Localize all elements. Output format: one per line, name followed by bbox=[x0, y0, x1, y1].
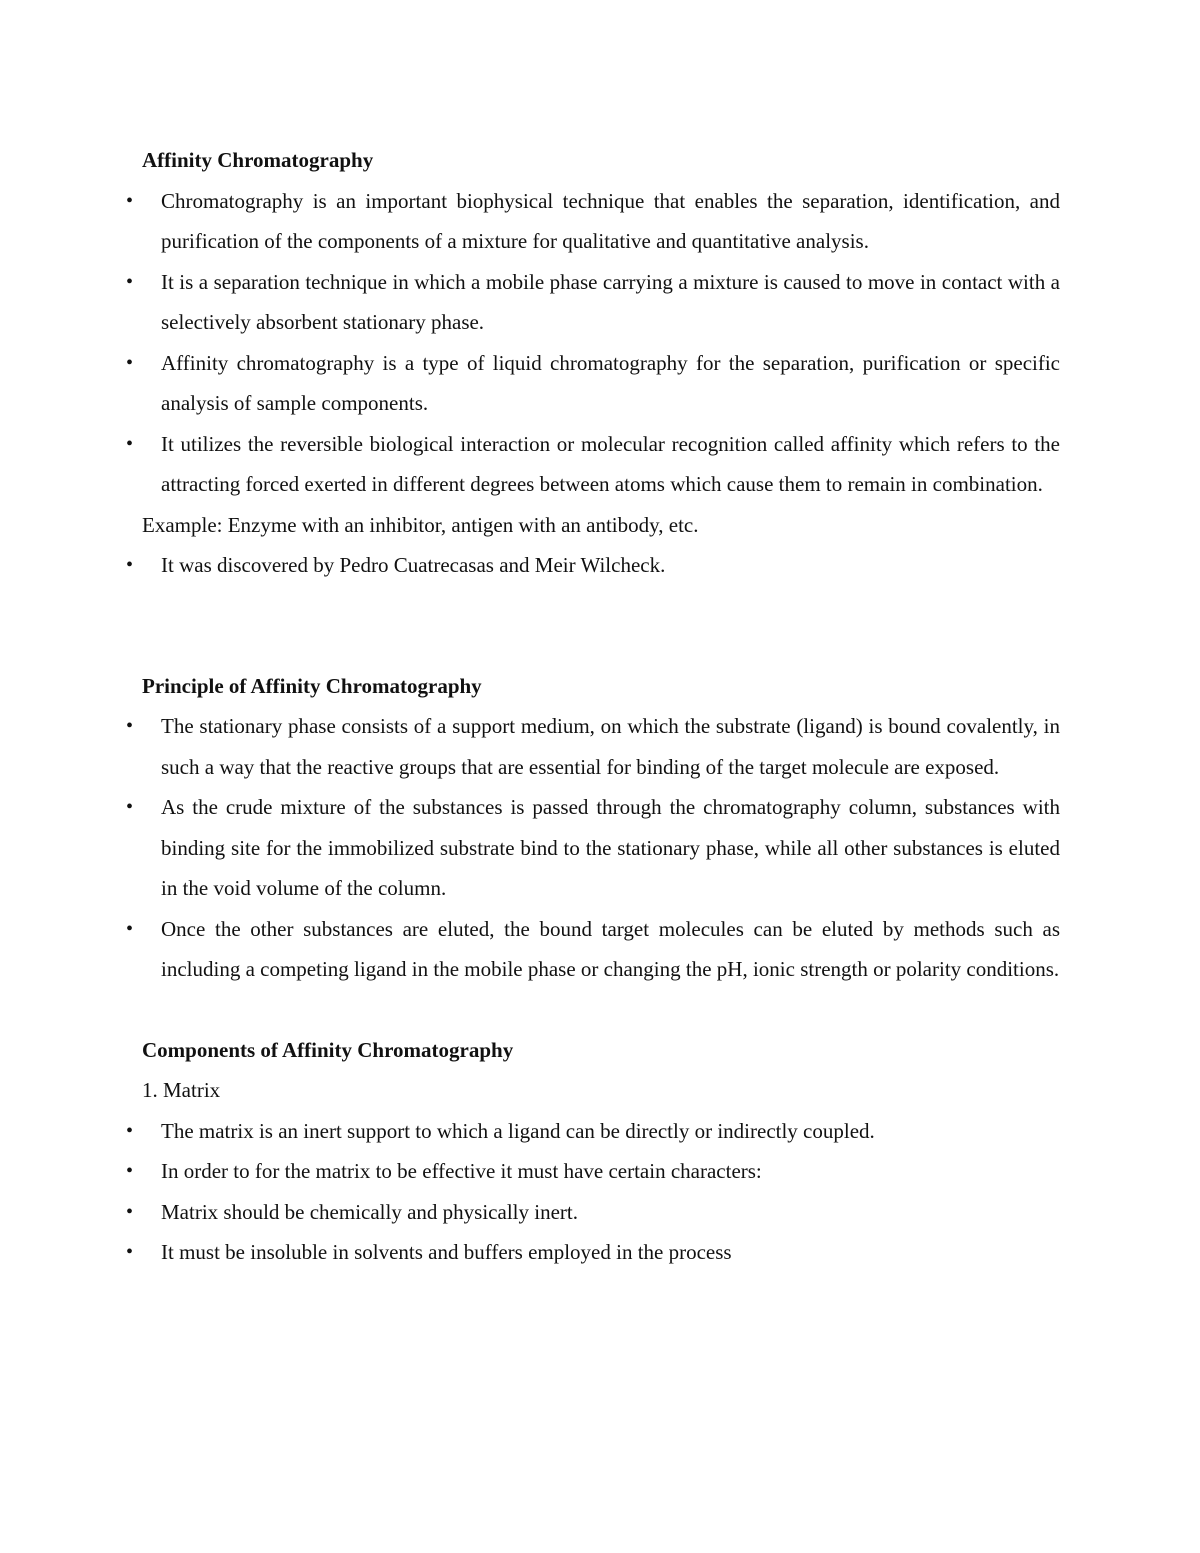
section-heading: Components of Affinity Chromatography bbox=[142, 1037, 514, 1062]
list-item: • The stationary phase consists of a support medium, on which the substrate (ligand) is bound covalently, in such a way that the reactive groups that are essential for binding of the target molecule are exposed. bbox=[142, 706, 1060, 787]
list-item: • It is a separation technique in which a mobile phase carrying a mixture is caused to move in contact with a selectively absorbent stationary phase. bbox=[142, 262, 1060, 343]
section-heading: Principle of Affinity Chromatography bbox=[142, 673, 482, 698]
document-body bbox=[142, 140, 1060, 1273]
list-item: • The matrix is an inert support to which a ligand can be directly or indirectly coupled. bbox=[142, 1111, 1060, 1152]
example-line: Example: Enzyme with an inhibitor, antigen with an antibody, etc. bbox=[142, 512, 699, 537]
spacer bbox=[142, 990, 1060, 1030]
bullet-list bbox=[142, 545, 1060, 586]
subheading: 1. Matrix bbox=[142, 1078, 221, 1102]
list-item: • As the crude mixture of the substances is passed through the chromatography column, substances with binding site for the immobilized substrate bind to the stationary phase, while all other substances is eluted in the void volume of the column. bbox=[142, 787, 1060, 909]
list-item: • Chromatography is an important biophysical technique that enables the separation, identification, and purification of the components of a mixture for qualitative and quantitative analysis. bbox=[142, 181, 1060, 262]
spacer bbox=[142, 626, 1060, 666]
bullet-list bbox=[142, 706, 1060, 990]
list-item: • It must be insoluble in solvents and buffers employed in the process bbox=[142, 1232, 1060, 1273]
list-item: • It was discovered by Pedro Cuatrecasas and Meir Wilcheck. bbox=[142, 545, 1060, 586]
spacer bbox=[142, 586, 1060, 626]
list-item: • Matrix should be chemically and physically inert. bbox=[142, 1192, 1060, 1233]
section-heading: Affinity Chromatography bbox=[142, 148, 374, 172]
bullet-list bbox=[142, 181, 1060, 505]
list-item: • Affinity chromatography is a type of liquid chromatography for the separation, purification or specific analysis of sample components. bbox=[142, 343, 1060, 424]
bullet-list bbox=[142, 1111, 1060, 1273]
list-item: • Once the other substances are eluted, the bound target molecules can be eluted by methods such as including a competing ligand in the mobile phase or changing the pH, ionic strength or polarity conditions. bbox=[142, 909, 1060, 990]
list-item: • It utilizes the reversible biological interaction or molecular recognition called affinity which refers to the attracting forced exerted in different degrees between atoms which cause them to remain in combination. bbox=[142, 424, 1060, 505]
list-item: • In order to for the matrix to be effective it must have certain characters: bbox=[142, 1151, 1060, 1192]
